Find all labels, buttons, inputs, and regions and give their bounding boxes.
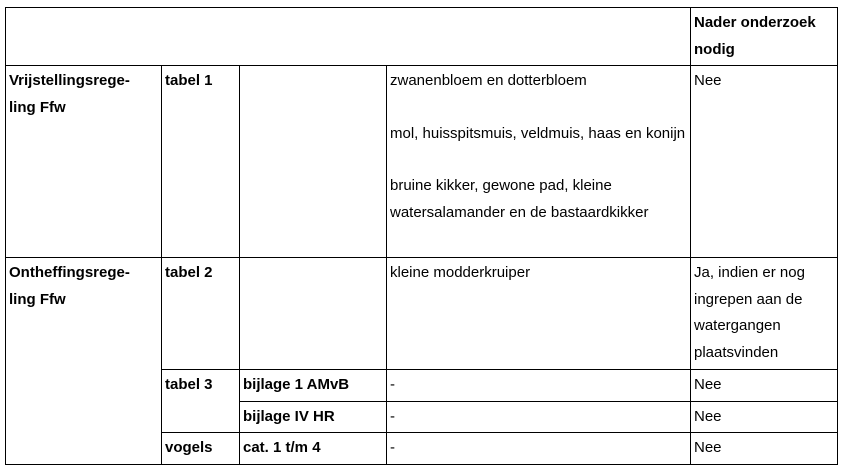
species-cell	[387, 66, 691, 258]
regulation-cell	[6, 66, 162, 258]
table-ref-cell: vogels	[162, 433, 240, 465]
annex-cell: bijlage IV HR	[240, 401, 387, 433]
research-cell: Ja, indien er nog ingrepen aan de watergangen plaatsvinden	[691, 258, 838, 370]
species-group: mol, huisspitsmuis, veldmuis, haas en konijn	[390, 124, 686, 142]
species-cell: -	[387, 370, 691, 402]
header-research-needed: Nader onderzoek nodig	[691, 8, 838, 66]
research-cell: Nee	[691, 401, 838, 433]
regulation-cell	[6, 258, 162, 465]
species-cell: -	[387, 401, 691, 433]
research-cell: Nee	[691, 433, 838, 465]
regulation-line: ling Ffw	[9, 98, 66, 116]
annex-cell: bijlage 1 AMvB	[240, 370, 387, 402]
table-header-row	[6, 8, 838, 66]
table-row	[6, 66, 838, 258]
species-cell: -	[387, 433, 691, 465]
annex-cell	[240, 66, 387, 258]
annex-cell: cat. 1 t/m 4	[240, 433, 387, 465]
regulation-line: Ontheffingsrege-	[9, 264, 130, 281]
spacer	[390, 95, 687, 121]
table-ref-cell: tabel 2	[162, 258, 240, 370]
annex-cell	[240, 258, 387, 370]
table-ref-cell: tabel 1	[162, 66, 240, 258]
species-group: zwanenbloem en dotterbloem	[390, 72, 587, 89]
research-cell: Nee	[691, 370, 838, 402]
table-ref-cell: tabel 3	[162, 370, 240, 433]
regulation-line: Vrijstellingsrege-	[9, 72, 130, 89]
species-protection-table	[5, 7, 838, 465]
table-row	[6, 258, 838, 370]
header-empty-cell	[6, 8, 691, 66]
species-group: bruine kikker, gewone pad, kleine watersalamander en de bastaardkikker	[390, 177, 649, 221]
research-cell: Nee	[691, 66, 838, 258]
spacer	[390, 147, 687, 173]
regulation-line: ling Ffw	[9, 290, 66, 308]
species-cell: kleine modderkruiper	[387, 258, 691, 370]
